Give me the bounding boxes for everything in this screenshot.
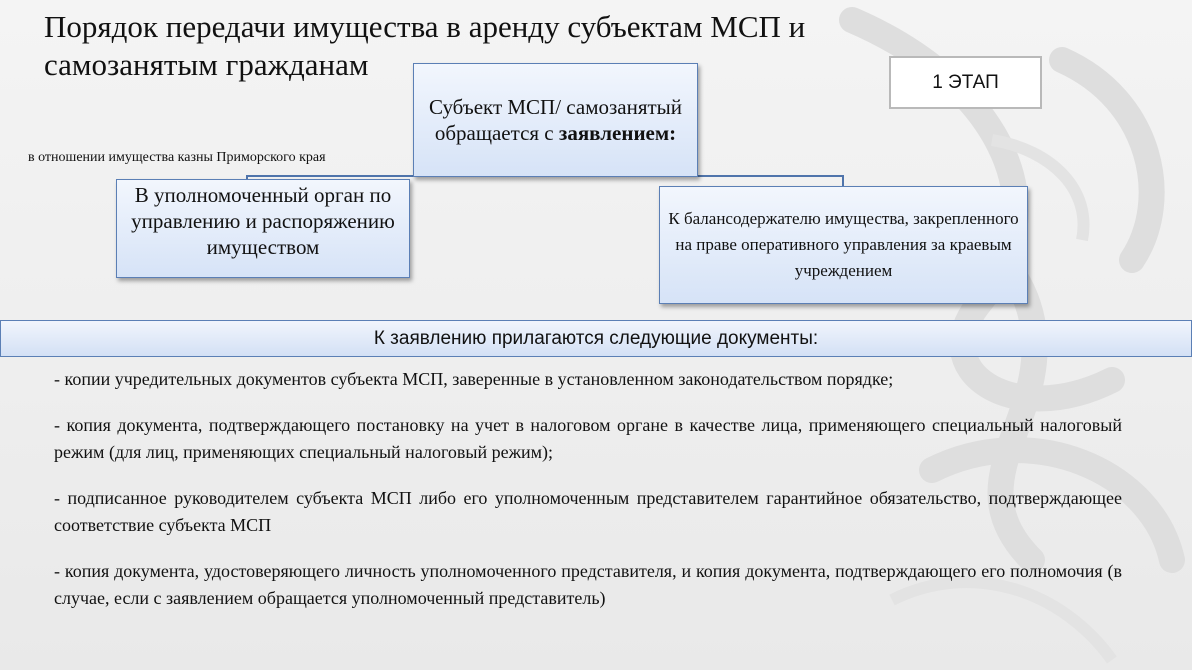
balance-holder-box — [659, 186, 1028, 304]
document-item: - копия документа, удостоверяющего личность уполномоченного представителя, и копия документа, подтверждающего его полномочия (в случае, если с заявлением обращается уполномоченный представитель) — [54, 561, 1122, 608]
documents-list — [54, 366, 1122, 631]
stage-badge: 1 ЭТАП — [889, 56, 1042, 109]
applicant-text — [424, 94, 687, 146]
document-item: - копии учредительных документов субъекта МСП, заверенные в установленном законодательством порядке; — [54, 369, 894, 389]
documents-header: К заявлению прилагаются следующие документы: — [0, 320, 1192, 357]
authorized-body-box — [116, 179, 410, 278]
authorized-body-text: В уполномоченный орган по управлению и распоряжению имуществом — [131, 183, 395, 259]
page-title: Порядок передачи имущества в аренду субъектам МСП и самозанятым гражданам — [44, 9, 806, 82]
document-item: - копия документа, подтверждающего постановку на учет в налоговом органе в качестве лица, применяющего специальный налоговый режим (для лиц, применяющих специальный налоговый режим); — [54, 415, 1122, 462]
applicant-text-bold: заявлением: — [558, 121, 677, 145]
balance-holder-text: К балансодержателю имущества, закрепленного на праве оперативного управления за краевым учреждением — [668, 209, 1019, 280]
applicant-text-prefix: Субъект МСП/ самозанятый обращается с — [428, 95, 683, 145]
subtitle: в отношении имущества казны Приморского края — [28, 150, 326, 165]
applicant-box — [413, 63, 698, 177]
document-item: - подписанное руководителем субъекта МСП либо его уполномоченным представителем гарантийное обязательство, подтверждающее соответствие субъекта МСП — [54, 488, 1122, 535]
